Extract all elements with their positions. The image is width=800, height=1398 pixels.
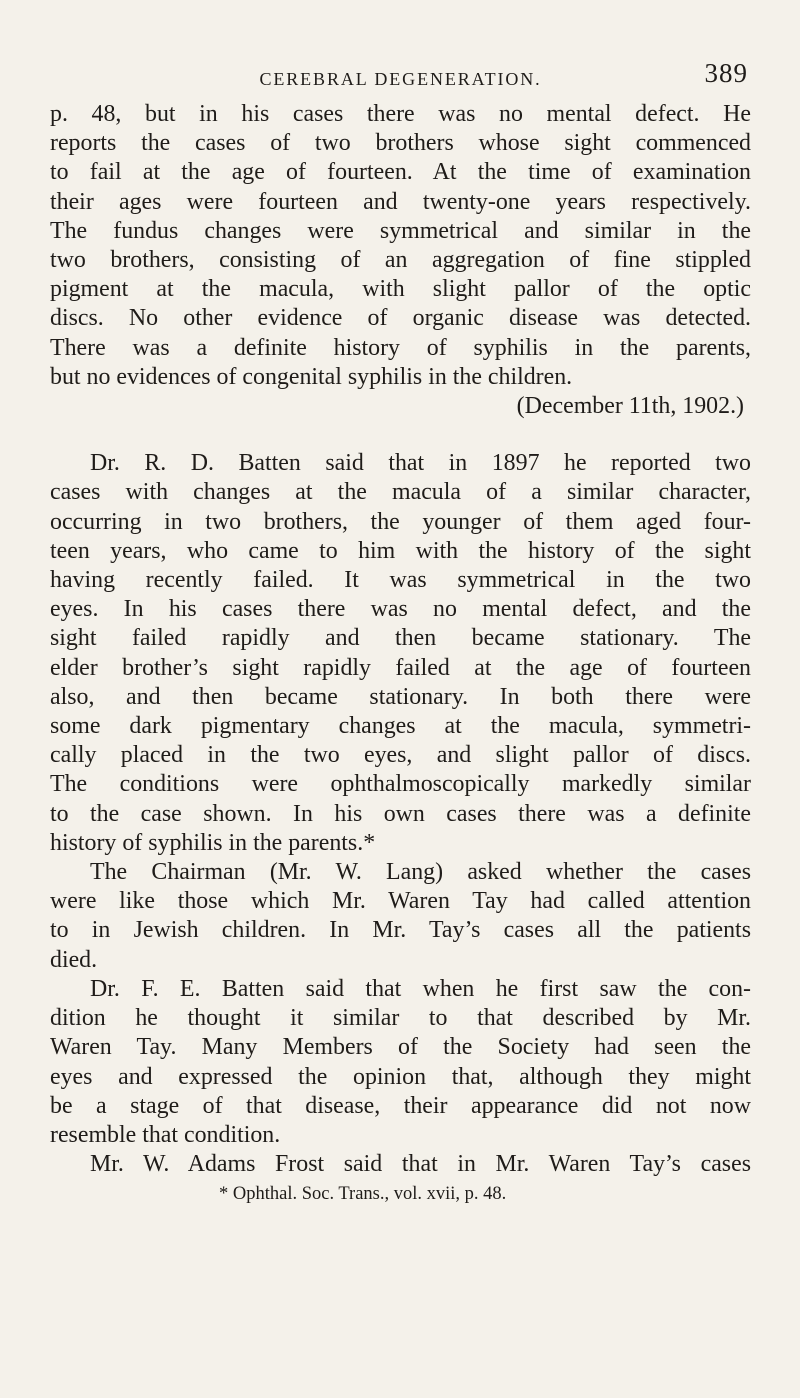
text-line: discs. No other evidence of organic disease was detected.	[50, 305, 751, 332]
text-line: dition he thought it similar to that described by Mr.	[50, 1005, 751, 1032]
page-header	[50, 58, 751, 92]
text-line: were like those which Mr. Waren Tay had called attention	[50, 888, 751, 915]
text-line: eyes and expressed the opinion that, although they might	[50, 1063, 751, 1090]
text-line: to in Jewish children. In Mr. Tay’s cases all the patients	[50, 917, 751, 944]
text-line: pigment at the macula, with slight pallor of the optic	[50, 276, 751, 303]
text-line: also, and then became stationary. In both there were	[50, 683, 751, 710]
text-line: died.	[50, 946, 98, 973]
paragraph-start: The Chairman (Mr. W. Lang) asked whether the cases	[90, 859, 751, 886]
text-line: two brothers, consisting of an aggregation of fine stippled	[50, 247, 751, 274]
text-line: cally placed in the two eyes, and slight pallor of discs.	[50, 742, 751, 769]
text-line: The conditions were ophthalmoscopically markedly similar	[50, 771, 751, 798]
body-text	[50, 100, 751, 1179]
paragraph-start: Dr. R. D. Batten said that in 1897 he reported two	[90, 450, 751, 477]
text-line: be a stage of that disease, their appearance did not now	[50, 1092, 751, 1119]
paragraph-start: Mr. W. Adams Frost said that in Mr. Waren Tay’s cases	[90, 1151, 751, 1178]
text-line: sight failed rapidly and then became stationary. The	[50, 625, 751, 652]
text-line: cases with changes at the macula of a similar character,	[50, 479, 751, 506]
meeting-date: (December 11th, 1902.)	[516, 393, 744, 420]
text-line: to the case shown. In his own cases there was a definite	[50, 800, 751, 827]
text-line: The fundus changes were symmetrical and similar in the	[50, 217, 751, 244]
text-line: having recently failed. It was symmetrical in the two	[50, 567, 751, 594]
footnote: * Ophthal. Soc. Trans., vol. xvii, p. 48.	[219, 1184, 507, 1205]
paragraph-gap	[50, 421, 751, 449]
page-number: 389	[704, 58, 748, 88]
text-line: There was a definite history of syphilis in the parents,	[50, 334, 751, 361]
text-line: occurring in two brothers, the younger of them aged four-	[50, 508, 751, 535]
text-line: p. 48, but in his cases there was no mental defect. He	[50, 101, 751, 127]
text-line: their ages were fourteen and twenty-one years respectively.	[50, 188, 751, 215]
text-line: elder brother’s sight rapidly failed at the age of fourteen	[50, 654, 751, 681]
text-line: reports the cases of two brothers whose sight commenced	[50, 130, 751, 157]
text-line: Waren Tay. Many Members of the Society had seen the	[50, 1034, 751, 1061]
text-line: but no evidences of congenital syphilis in the children.	[50, 363, 573, 390]
text-line: some dark pigmentary changes at the macula, symmetri-	[50, 713, 751, 740]
text-line: resemble that condition.	[50, 1121, 281, 1148]
text-line: history of syphilis in the parents.*	[50, 829, 376, 856]
text-line: teen years, who came to him with the history of the sight	[50, 537, 751, 564]
text-line: to fail at the age of fourteen. At the time of examination	[50, 159, 751, 186]
text-line: eyes. In his cases there was no mental defect, and the	[50, 596, 751, 623]
running-title: CEREBRAL DEGENERATION.	[259, 69, 542, 89]
paragraph-start: Dr. F. E. Batten said that when he first saw the con-	[90, 975, 751, 1002]
